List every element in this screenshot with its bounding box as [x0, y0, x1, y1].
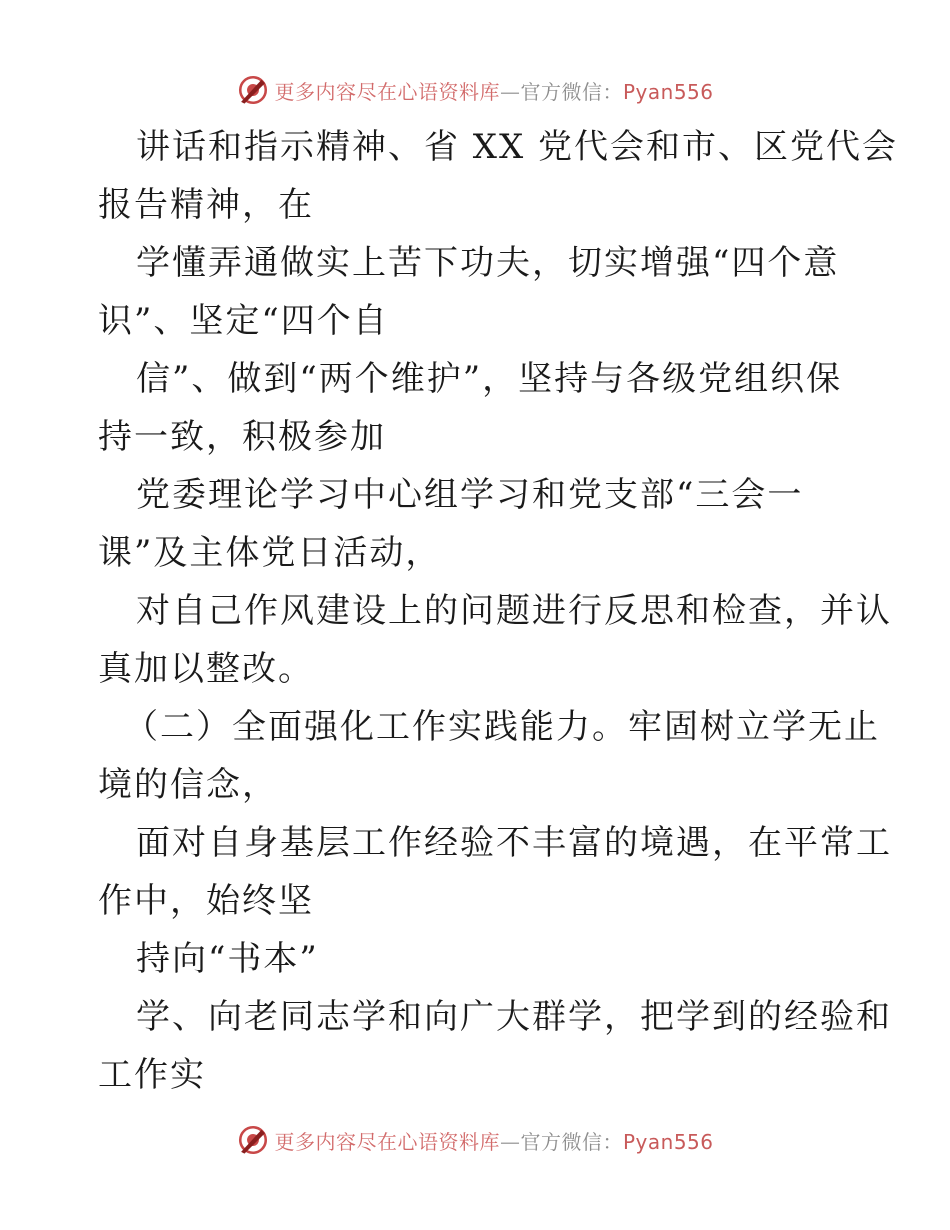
watermark-site: 更多内容尽在心语资料库 — [274, 1129, 500, 1154]
body-line: 境的信念， — [98, 765, 278, 805]
body-line: 对自己作风建设上的问题进行反思和检查，并认 — [136, 591, 892, 631]
body-line: 识”、坚定“四个自 — [98, 301, 389, 341]
body-line: 持向“书本” — [136, 939, 319, 979]
body-line: 党委理论学习中心组学习和党支部“三会一 — [136, 475, 804, 515]
document-body — [98, 118, 899, 1104]
body-line: 学懂弄通做实上苦下功夫，切实增强“四个意 — [136, 243, 840, 283]
watermark-site: 更多内容尽在心语资料库 — [274, 79, 500, 104]
pen-logo-icon — [236, 1123, 270, 1157]
pen-logo-icon — [236, 73, 270, 107]
watermark-separator: — — [499, 1129, 521, 1154]
body-line: 信”、做到“两个维护”，坚持与各级党组织保 — [136, 359, 843, 399]
body-line: 作中，始终坚 — [98, 881, 314, 921]
watermark-wechat-id: Pyan556 — [622, 79, 714, 104]
section-heading-line: （二）全面强化工作实践能力。牢固树立学无止 — [124, 707, 880, 747]
body-line: 持一致，积极参加 — [98, 417, 386, 457]
body-line: 面对自身基层工作经验不丰富的境遇，在平常工 — [136, 823, 892, 863]
watermark-banner-top — [0, 68, 950, 112]
watermark-banner-bottom — [0, 1118, 950, 1162]
body-line: 讲话和指示精神、省 XX 党代会和市、区党代会 — [136, 127, 899, 167]
body-line: 工作实 — [98, 1055, 206, 1095]
watermark-wechat-label: 官方微信： — [520, 1129, 623, 1154]
body-line: 报告精神，在 — [98, 185, 314, 225]
body-line: 课”及主体党日活动， — [98, 533, 442, 573]
body-line: 学、向老同志学和向广大群学，把学到的经验和 — [136, 997, 892, 1037]
watermark-wechat-label: 官方微信： — [520, 79, 623, 104]
watermark-wechat-id: Pyan556 — [622, 1129, 714, 1154]
body-line: 真加以整改。 — [98, 649, 314, 689]
watermark-separator: — — [499, 79, 521, 104]
